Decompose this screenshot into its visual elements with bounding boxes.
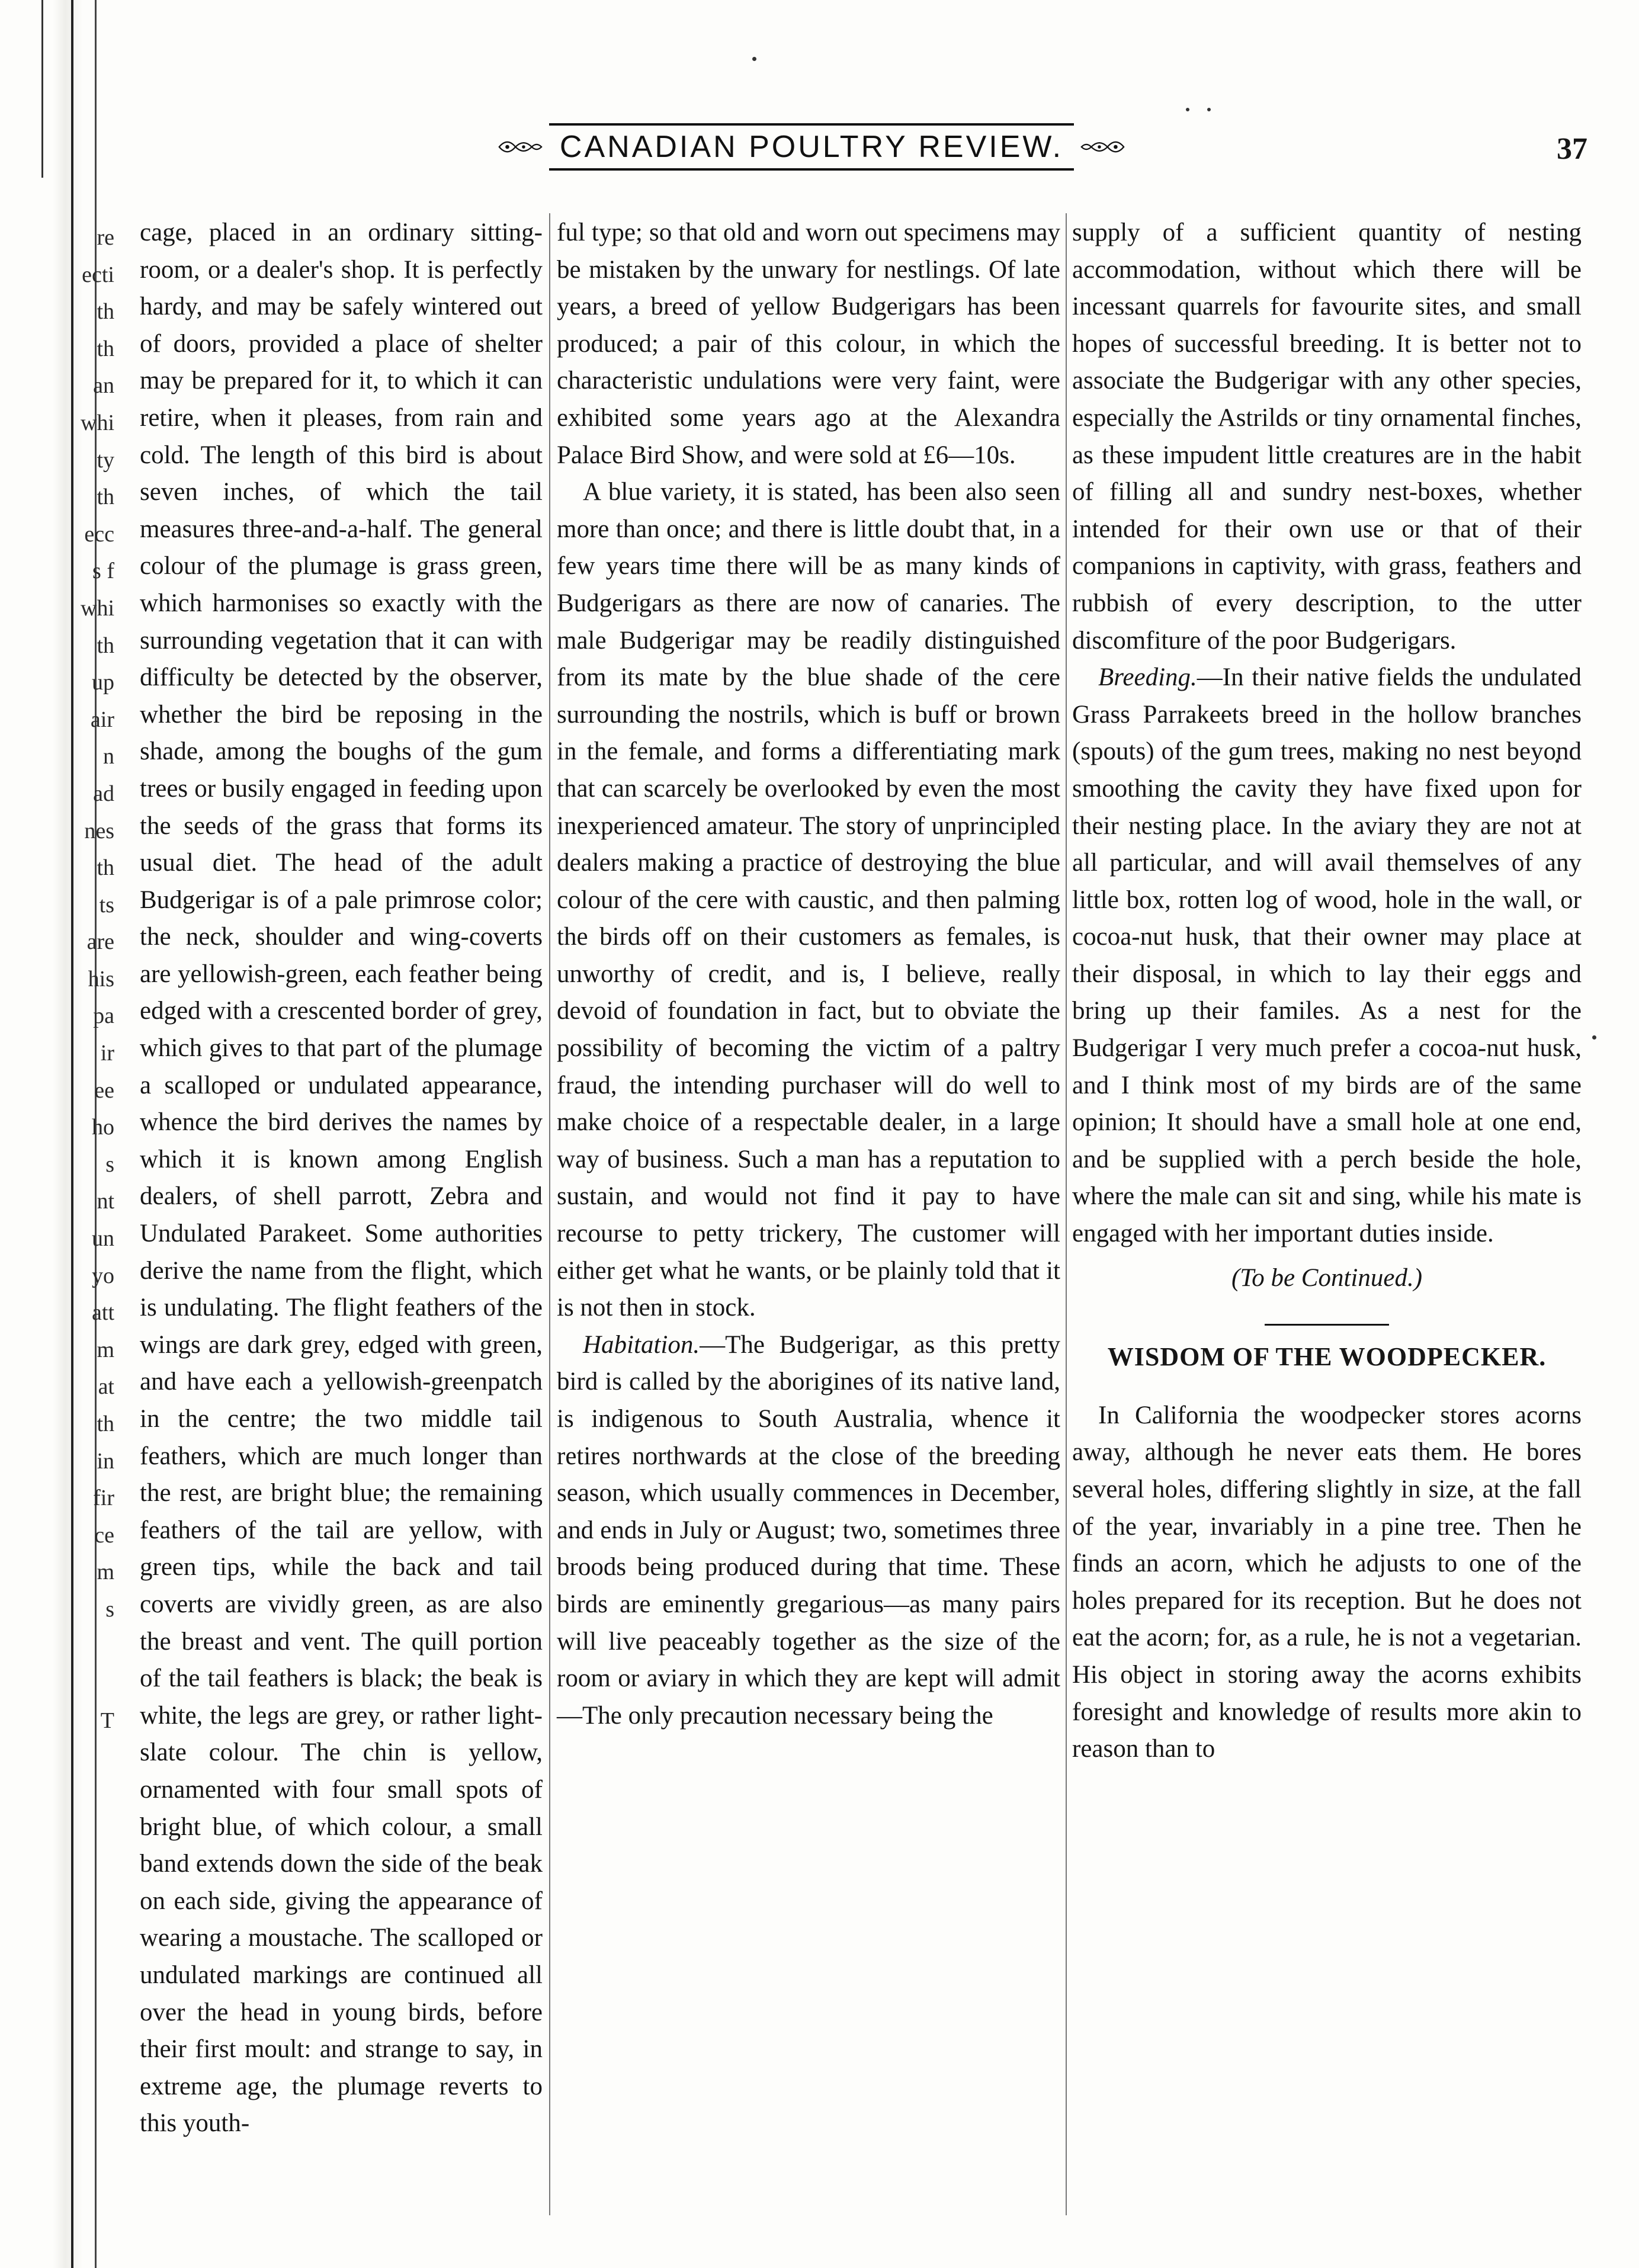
paragraph: In California the woodpecker stores acorns away, although he never eats them. He bores several holes, differing slightly in size, at the fall of the year, invariably in a pine tree. Then he finds an acorn, which he adjusts to one of the holes prepared for its reception. But he does not eat the acorn; for, as a rule, he is not a vegetarian. His object in storing away the acorns exhibits foresight and knowledge of results more akin to reason than to [1072,1401,1582,1763]
section-lead: Breeding. [1098,663,1197,692]
margin-fragment: ee [94,1077,114,1103]
column-3 [1072,214,1582,1768]
margin-fragment [0,1962,127,1999]
margin-fragment: ho [92,1115,114,1140]
margin-fragment: ir [100,1041,114,1066]
paragraph: cage, placed in an ordinary sitting-room, or a dealer's shop. It is perfectly hardy, and may be safely wintered out of doors, provided a place of shelter may be prepared for it, to which it can retire, when it pleases, from rain and cold. The length of this bird is about seven inches, of which the tail measures three-and-a-half. The general colour of the plumage is grass green, which harmonises so exactly with the surrounding vegetation that it can with difficulty be detected by the observer, whether the bird be reposing in the shade, among the boughs of the gum trees or busily engaged in feeding upon the seeds of the grass that forms its usual diet. The head of the adult Budgerigar is of a pale primrose color; the neck, shoulder and wing-coverts are yellowish-green, each feather being edged with a crescented border of grey, which gives to that part of the plumage a scalloped or undulated appearance, whence the bird derives the names by which it is known among English dealers, of shell parrott, Zebra and Undulated Parakeet. Some authorities derive the name from the flight, which is undulating. The flight feathers of the wings are dark grey, edged with green, and have each a yellowish-greenpatch in the centre; the two middle tail feathers, which are much longer than the rest, are bright blue; the remaining feathers of the tail are yellow, with green tips, while the back and tail coverts are vividly green, as are also the breast and vent. The quill portion of the tail feathers is black; the beak is white, the legs are grey, or rather light-slate colour. The chin is yellow, ornamented with four small spots of bright blue, of which colour, a small band extends down the side of the beak on each side, giving the appearance of wearing a moustache. The scalloped or undulated markings are continued all over the head in young birds, before their first moult: and strange to say, in extreme age, the plumage reverts to this youth- [140,219,543,2138]
margin-fragment: att [92,1300,114,1326]
margin-fragment [0,2073,127,2110]
margin-fragment: pa [93,1003,114,1029]
margin-fragment: m [97,1560,114,1585]
margin-fragment: air [90,707,114,732]
right-ornament-icon [1080,126,1125,168]
paragraph [1072,659,1582,1253]
margin-fragment: th [97,855,114,881]
margin-fragment: th [97,633,114,658]
left-ornament-icon [498,126,543,168]
margin-fragment [0,2110,127,2147]
margin-fragment: whi [81,410,114,435]
margin-fragment: s [105,1151,114,1177]
margin-fragment: ecti [82,262,114,287]
margin-fragment: fir [93,1486,114,1511]
margin-fragment [0,1814,127,1851]
paragraph: A blue variety, it is stated, has been also seen more than once; and there is little doubt that, in a few years time there will be as many kinds of Budgerigars as there are now of canaries. The male Budgerigar may be readily distinguished from its mate by the blue shade of the cere surrounding the nostrils, which is buff or brown in the female, and forms a differentiating mark that can scarcely be overlooked by even the most inexperienced amateur. The story of unprincipled dealers making a practice of destroying the blue colour of the cere with caustic, and then palming the birds off on their customers as females, is unworthy of credit, and is, I believe, really devoid of foundation in fact, but to obviate the possibility of becoming the victim of a paltry fraud, the intending purchaser will do well to make choice of a respectable dealer, in a large way of business. Such a man has a reputation to sustain, and would not find it pay to have recourse to petty trickery, The customer will either get what he wants, or be plainly told that it is not then in stock. [557,478,1060,1322]
scan-line [41,0,43,178]
margin-fragment: ecc [84,521,114,547]
column-1 [140,214,543,2142]
margin-fragment: are [86,929,114,955]
ink-speck [752,57,756,61]
margin-fragment: ty [97,447,114,473]
page-number: 37 [1557,132,1587,166]
margin-fragment: nt [97,1189,114,1214]
paragraph-body: —The Budgerigar, as this pretty bird is called by the aborigines of its native land, is indigenous to South Australia, whence it retires northwards at the close of the breeding season, which usually commences in December, and ends in July or August; two, sometimes three broods being produced during that time. These birds are eminently gregarious—as many pairs will live peaceably together as the size of the room or aviary in which they are kept will admit—The only precaution necessary being the [557,1330,1060,1730]
margin-fragment: his [88,966,114,992]
margin-fragment: at [98,1374,114,1400]
margin-fragments [0,219,127,2184]
paragraph: ful type; so that old and worn out specimens may be mistaken by the unwary for nestlings. Of late years, a breed of yellow Budgerigars has been produced; a pair of this colour, in which the characteristic undulations were very faint, were exhibited some years ago at the Alexandra Palace Bird Show, and were sold at £6—10s. [557,219,1060,469]
margin-fragment: ce [94,1522,114,1548]
column-rule [549,213,550,2215]
margin-fragment: s [105,1596,114,1622]
ink-speck [1592,1035,1596,1040]
margin-fragment: n [103,744,114,769]
section-lead: Habitation. [583,1330,700,1359]
margin-fragment [0,1888,127,1925]
margin-fragment: m [97,1337,114,1362]
margin-fragment: th [97,336,114,361]
margin-fragment: th [97,299,114,325]
margin-fragment: ts [99,892,114,918]
margin-fragment [0,2036,127,2073]
ink-speck [1207,108,1211,111]
article-heading: WISDOM OF THE WOODPECKER. [1107,1342,1547,1372]
column-2 [557,214,1060,1734]
margin-fragment [0,1850,127,1888]
continued-note: (To be Continued.) [1231,1263,1423,1292]
margin-fragment: whi [81,595,114,621]
margin-fragment: th [97,1412,114,1436]
margin-fragment: in [97,1448,114,1474]
margin-fragment: un [92,1226,114,1252]
paragraph-body: —In their native fields the undulated Grass Parrakeets breed in the hollow branches (spouts) of the gum trees, making no nest beyond smoothing the cavity they have fixed upon for their nesting place. In the aviary they are not at all particular, and will avail themselves of any little box, rotten log of wood, hole in the wall, or cocoa-nut husk, that their owner may place at their disposal, in which to lay their eggs and bring up their familes. As a nest for the Budgerigar I very much prefer a cocoa-nut husk, and I think most of my birds are of the same opinion; It should have a small hole at one end, and be supplied with a perch beside the hole, where the male can sit and sing, while his mate is engaged with her important duties inside. [1072,663,1582,1248]
masthead-title: CANADIAN POULTRY REVIEW. [549,123,1074,171]
masthead [498,117,1125,177]
margin-fragment [0,1628,127,1666]
margin-fragment [0,1739,127,1776]
margin-fragment: s f [92,559,114,584]
margin-fragment [0,1665,127,1702]
margin-fragment: up [92,670,114,695]
margin-fragment [0,1924,127,1962]
margin-fragment: re [97,225,114,250]
margin-fragment: an [93,373,114,399]
margin-fragment: T [100,1708,114,1733]
margin-fragment [0,2147,127,2184]
margin-fragment [0,1776,127,1814]
margin-fragment: th [97,485,114,510]
section-divider [1265,1324,1389,1326]
column-rule [1066,213,1067,2215]
margin-fragment: nes [84,818,114,843]
paragraph: supply of a sufficient quantity of nesting accommodation, without which there will be incessant quarrels for favourite sites, and small hopes of successful breeding. It is better not to associate the Budgerigar with any other species, especially the Astrilds or tiny ornamental finches, as these impudent little creatures are in the habit of filling all and sundry nest-boxes, whether intended for their own use or that of their companions in captivity, with grass, feathers and rubbish of every description, to the utter discomfiture of the poor Budgerigars. [1072,219,1582,655]
paragraph [557,1327,1060,1735]
margin-fragment: ad [93,781,114,806]
margin-fragment: yo [92,1263,114,1288]
margin-fragment [0,1999,127,2036]
ink-speck [1186,108,1189,111]
